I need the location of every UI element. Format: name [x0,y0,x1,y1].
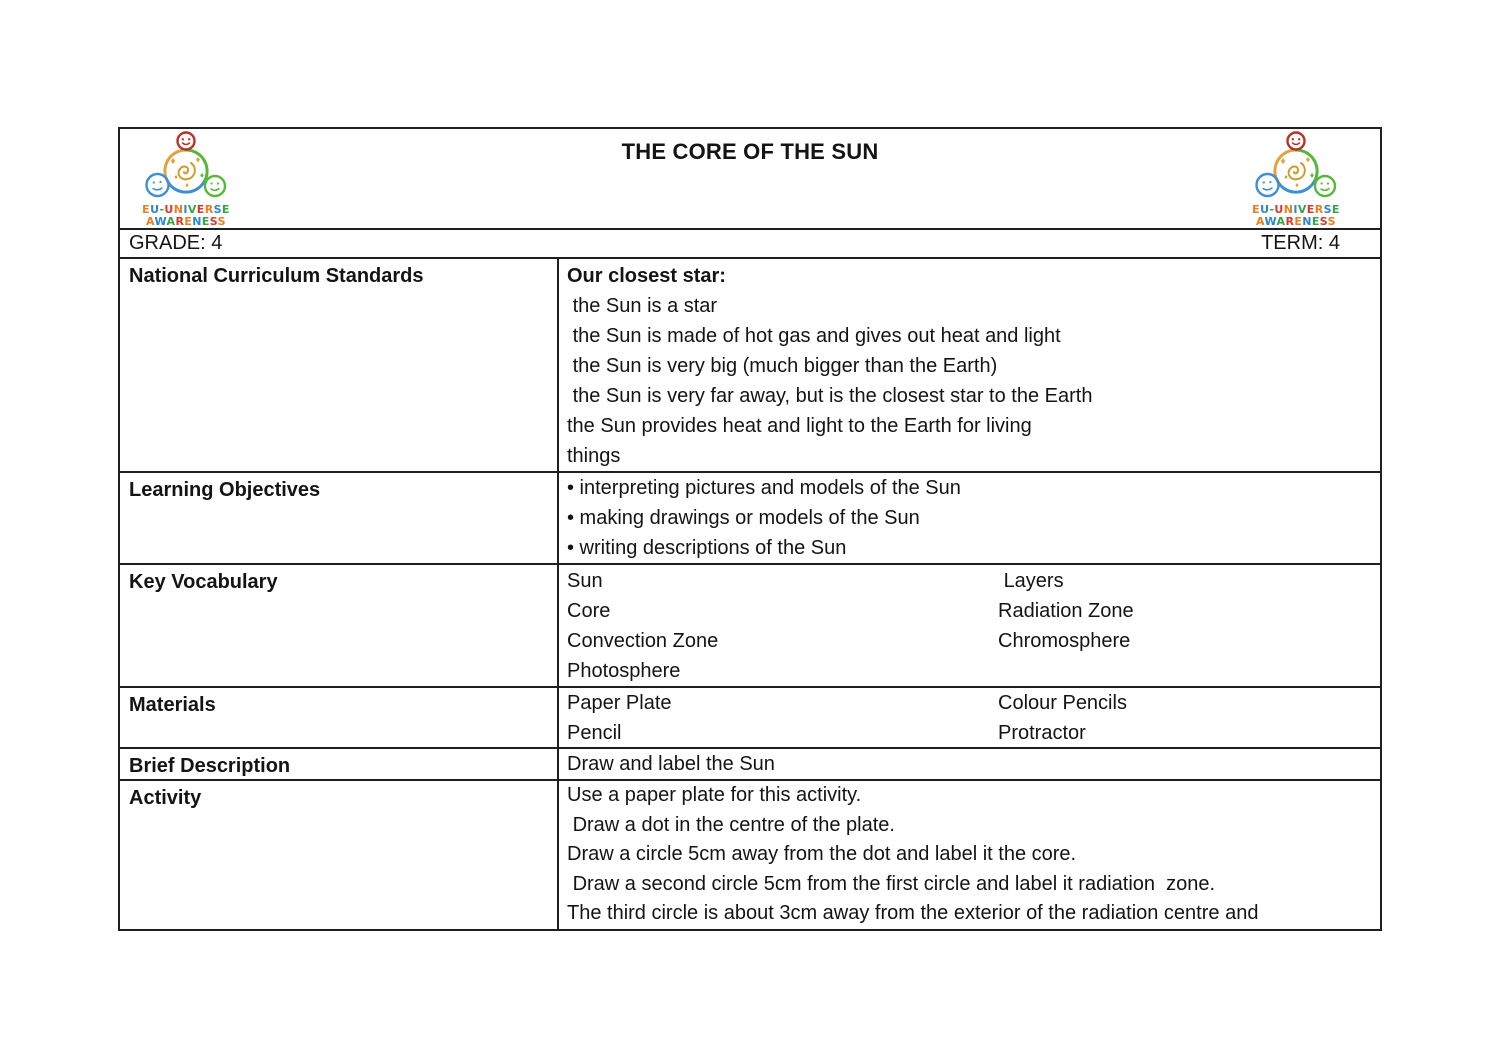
row-content [559,259,1380,471]
lesson-plan-table [118,127,1382,931]
row-materials [120,686,1380,747]
row-content [559,565,1380,686]
text-line: • making drawings or models of the Sun [567,507,920,529]
text-line: the Sun is a star [567,295,718,317]
row-content [559,473,1380,563]
text-line: Colour Pencils [998,692,1127,714]
logo-text-line2: AWARENESS [146,214,226,228]
header-row [120,129,1380,228]
row-label: Brief Description [120,749,559,779]
logo-text-line1: EU-UNIVERSE [142,203,230,216]
row-label: Key Vocabulary [120,565,559,686]
text-line: the Sun is very big (much bigger than the Earth) [567,355,998,377]
text-lines [567,749,1372,779]
row-label: Learning Objectives [120,473,559,563]
row-learning-objectives [120,471,1380,563]
text-line: Protractor [998,722,1086,744]
term-label: TERM: 4 [1261,232,1340,254]
text-lines [567,291,1372,471]
row-brief-description [120,747,1380,779]
materials-column-2 [998,688,1127,748]
vocab-column-1 [567,566,1372,686]
grade-term-row [120,228,1380,257]
text-line: the Sun is very far away, but is the closest star to the Earth [567,385,1093,407]
text-line: Radiation Zone [998,600,1134,622]
text-line: Layers [998,570,1064,592]
euua-logo-right [1250,131,1342,227]
row-content [559,688,1380,747]
text-line: • interpreting pictures and models of the Sun [567,477,961,499]
grade-label: GRADE: 4 [129,232,223,254]
text-line: The third circle is about 3cm away from the exterior of the radiation centre and [567,902,1259,924]
text-line: Chromosphere [998,630,1131,652]
text-line: Pencil [567,722,622,744]
text-line: the Sun provides heat and light to the Earth for living [567,415,1032,437]
text-line: Sun [567,570,603,592]
materials-column-1 [567,688,1372,748]
text-line: the Sun is made of hot gas and gives out heat and light [567,325,1061,347]
text-line: Draw a dot in the centre of the plate. [567,813,895,836]
text-line: Photosphere [567,660,681,682]
logo-text-line1: EU-UNIVERSE [1252,203,1340,216]
logo-text-line2: AWARENESS [1256,214,1336,228]
text-lines [567,781,1372,929]
text-line: Convection Zone [567,630,719,652]
row-key-vocabulary [120,563,1380,686]
text-line: Draw a second circle 5cm from the first circle and label it radiation zone. [567,872,1216,895]
euua-logo-graphic [1250,131,1342,199]
text-line: Draw and label the Sun [567,753,775,775]
row-content [559,749,1380,779]
text-line: • writing descriptions of the Sun [567,537,847,559]
row-label: Activity [120,781,559,929]
text-lines [567,473,1372,563]
row-activity [120,779,1380,929]
row-label: Materials [120,688,559,747]
text-line: Core [567,600,611,622]
document-title: THE CORE OF THE SUN [621,139,879,164]
row-national-curriculum-standards [120,257,1380,471]
euua-logo-graphic [140,131,232,199]
euua-logo-left [140,131,232,227]
text-line: Use a paper plate for this activity. [567,784,862,806]
row-label: National Curriculum Standards [120,259,559,471]
text-line: Draw a circle 5cm away from the dot and label it the core. [567,843,1077,865]
vocab-column-2 [998,566,1134,656]
text-line: things [567,445,621,467]
text-line: Paper Plate [567,692,672,714]
text-line-lead: Our closest star: [567,265,726,287]
row-content [559,781,1380,929]
